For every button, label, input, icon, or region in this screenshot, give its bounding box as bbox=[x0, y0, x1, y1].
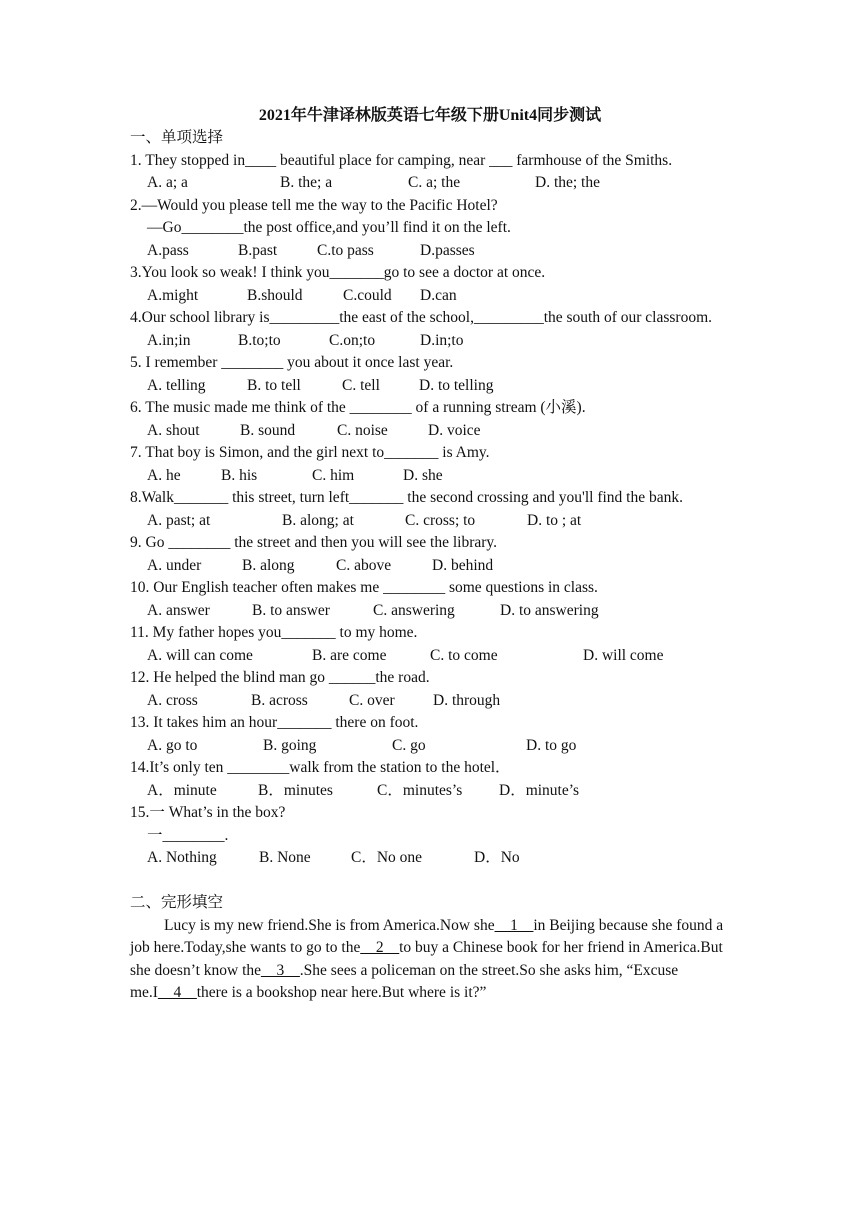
option: D.can bbox=[420, 286, 457, 304]
cloze-blank: __1__ bbox=[494, 916, 534, 934]
option-row bbox=[130, 172, 730, 195]
option: D. the; the bbox=[535, 174, 600, 191]
option-row bbox=[130, 780, 730, 803]
option-row bbox=[130, 330, 730, 353]
option: C. a; the bbox=[408, 174, 461, 191]
option: D. to ; at bbox=[527, 511, 582, 529]
question-stem: 13. It takes him an hour_______ there on foot. bbox=[130, 714, 419, 731]
question-stem: 8.Walk_______ this street, turn left_______ the second crossing and you'll find the bank. bbox=[130, 489, 683, 506]
document-body bbox=[130, 127, 730, 1005]
option: A. telling bbox=[147, 376, 206, 394]
option: B.should bbox=[247, 286, 303, 304]
question bbox=[130, 307, 730, 352]
option: D．No bbox=[474, 849, 520, 866]
option-row bbox=[130, 645, 730, 668]
option: B. his bbox=[221, 466, 258, 484]
option: B. along bbox=[242, 556, 295, 574]
option: D. to answering bbox=[500, 601, 599, 619]
question bbox=[130, 757, 730, 802]
question-stem: 6. The music made me think of the ________ of a running stream (小溪). bbox=[130, 399, 586, 416]
cloze-passage bbox=[130, 915, 730, 1005]
option: C．minutes’s bbox=[377, 781, 463, 799]
question bbox=[130, 802, 730, 870]
option-row bbox=[130, 375, 730, 398]
passage-text: Lucy is my new friend.She is from America.Now she bbox=[164, 916, 495, 934]
question bbox=[130, 195, 730, 263]
option: D. behind bbox=[432, 556, 494, 574]
option: B. the; a bbox=[280, 174, 333, 191]
section-heading: 一、单项选择 bbox=[130, 129, 224, 146]
option: B. across bbox=[251, 691, 308, 709]
option-row bbox=[130, 510, 730, 533]
option: D.passes bbox=[420, 241, 475, 259]
option: B.past bbox=[238, 241, 278, 259]
option: B. along; at bbox=[282, 511, 354, 529]
option-row bbox=[130, 240, 730, 263]
question bbox=[130, 712, 730, 757]
option-row bbox=[130, 600, 730, 623]
option: C. answering bbox=[373, 601, 455, 619]
option-row bbox=[130, 690, 730, 713]
option: A.might bbox=[147, 286, 199, 304]
passage-text: to buy a Chinese book for her friend in America.But she doesn’t know the bbox=[130, 939, 723, 979]
option-row bbox=[130, 285, 730, 308]
question-stem: 7. That boy is Simon, and the girl next to_______ is Amy. bbox=[130, 444, 490, 461]
question-stem: 11. My father hopes you_______ to my home. bbox=[130, 624, 418, 641]
option: C. over bbox=[349, 691, 395, 709]
option: A. will can come bbox=[147, 646, 253, 664]
question-stem: 5. I remember ________ you about it once last year. bbox=[130, 354, 454, 371]
question-stem: 3.You look so weak! I think you_______go to see a doctor at once. bbox=[130, 264, 546, 281]
option: A. cross bbox=[147, 691, 198, 709]
option: A．minute bbox=[147, 781, 217, 799]
option: C. him bbox=[312, 466, 355, 484]
option: A. under bbox=[147, 556, 202, 574]
option: B.to;to bbox=[238, 331, 281, 349]
passage-text: in Beijing because she found a job here.Today,she wants to go to the bbox=[130, 916, 724, 956]
option-row bbox=[130, 465, 730, 488]
option: A. a; a bbox=[147, 174, 188, 191]
option: B. sound bbox=[240, 421, 296, 439]
question-stem-reply: —Go________the post office,and you’ll find it on the left. bbox=[147, 219, 511, 236]
option: D. through bbox=[433, 691, 501, 709]
option-row bbox=[130, 420, 730, 443]
option: A. go to bbox=[147, 736, 198, 754]
option: C. above bbox=[336, 556, 392, 574]
option: C. noise bbox=[337, 421, 388, 439]
question bbox=[130, 397, 730, 442]
option: A.pass bbox=[147, 241, 189, 259]
question bbox=[130, 577, 730, 622]
option: A.in;in bbox=[147, 331, 191, 349]
option: D．minute’s bbox=[499, 781, 580, 799]
option: D. will come bbox=[583, 646, 664, 664]
option: A. he bbox=[147, 466, 181, 484]
option-row bbox=[130, 847, 730, 870]
question bbox=[130, 622, 730, 667]
option: C. tell bbox=[342, 376, 380, 394]
section-heading: 二、完形填空 bbox=[130, 894, 224, 911]
cloze-blank: __4__ bbox=[157, 984, 197, 1001]
option-row bbox=[130, 555, 730, 578]
option: C.could bbox=[343, 286, 392, 304]
option: D. she bbox=[403, 466, 443, 484]
question-stem: 14.It’s only ten ________walk from the station to the hotel． bbox=[130, 759, 511, 776]
option: C. cross; to bbox=[405, 511, 476, 529]
option: A. shout bbox=[147, 421, 200, 439]
option: C. go bbox=[392, 736, 426, 754]
option: A. answer bbox=[147, 601, 210, 619]
passage-text: .She sees a policeman on the street.So she asks him, “Excuse me.I bbox=[130, 961, 679, 1001]
option: D.in;to bbox=[420, 331, 464, 349]
question bbox=[130, 150, 730, 195]
question-stem: 1. They stopped in____ beautiful place for camping, near ___ farmhouse of the Smiths. bbox=[130, 151, 673, 169]
question-stem: 9. Go ________ the street and then you will see the library. bbox=[130, 534, 498, 551]
option: B. are come bbox=[312, 646, 387, 664]
question-stem-reply: 一________. bbox=[147, 826, 229, 844]
option: C.on;to bbox=[329, 331, 376, 349]
question bbox=[130, 532, 730, 577]
page-title: 2021年牛津译林版英语七年级下册Unit4同步测试 bbox=[258, 107, 602, 124]
question-stem: 15.一 What’s in the box? bbox=[130, 804, 286, 821]
option: C．No one bbox=[351, 849, 423, 866]
option: A. Nothing bbox=[147, 849, 217, 866]
option: B. to tell bbox=[247, 376, 301, 394]
passage-text: there is a bookshop near here.But where is it?” bbox=[196, 984, 487, 1001]
spacer bbox=[130, 870, 730, 893]
option-row bbox=[130, 735, 730, 758]
option: D. to telling bbox=[419, 376, 494, 394]
cloze-blank: __2__ bbox=[360, 939, 400, 956]
question-stem: 4.Our school library is_________the east of the school,_________the south of our classroom. bbox=[130, 309, 713, 326]
question bbox=[130, 487, 730, 532]
option: C.to pass bbox=[317, 241, 374, 259]
option: C. to come bbox=[430, 646, 498, 664]
option: B. to answer bbox=[252, 601, 330, 619]
question-stem: 12. He helped the blind man go ______the road. bbox=[130, 669, 430, 686]
option: B．minutes bbox=[258, 781, 333, 799]
question-stem: 2.—Would you please tell me the way to the Pacific Hotel? bbox=[130, 196, 498, 214]
question bbox=[130, 352, 730, 397]
question-stem: 10. Our English teacher often makes me ________ some questions in class. bbox=[130, 579, 598, 596]
cloze-blank: __3__ bbox=[261, 961, 300, 979]
option: D. voice bbox=[428, 421, 481, 439]
question bbox=[130, 667, 730, 712]
option: B. going bbox=[263, 736, 317, 754]
option: B. None bbox=[259, 849, 311, 866]
option: D. to go bbox=[526, 736, 577, 754]
question bbox=[130, 442, 730, 487]
question bbox=[130, 262, 730, 307]
option: A. past; at bbox=[147, 511, 211, 529]
